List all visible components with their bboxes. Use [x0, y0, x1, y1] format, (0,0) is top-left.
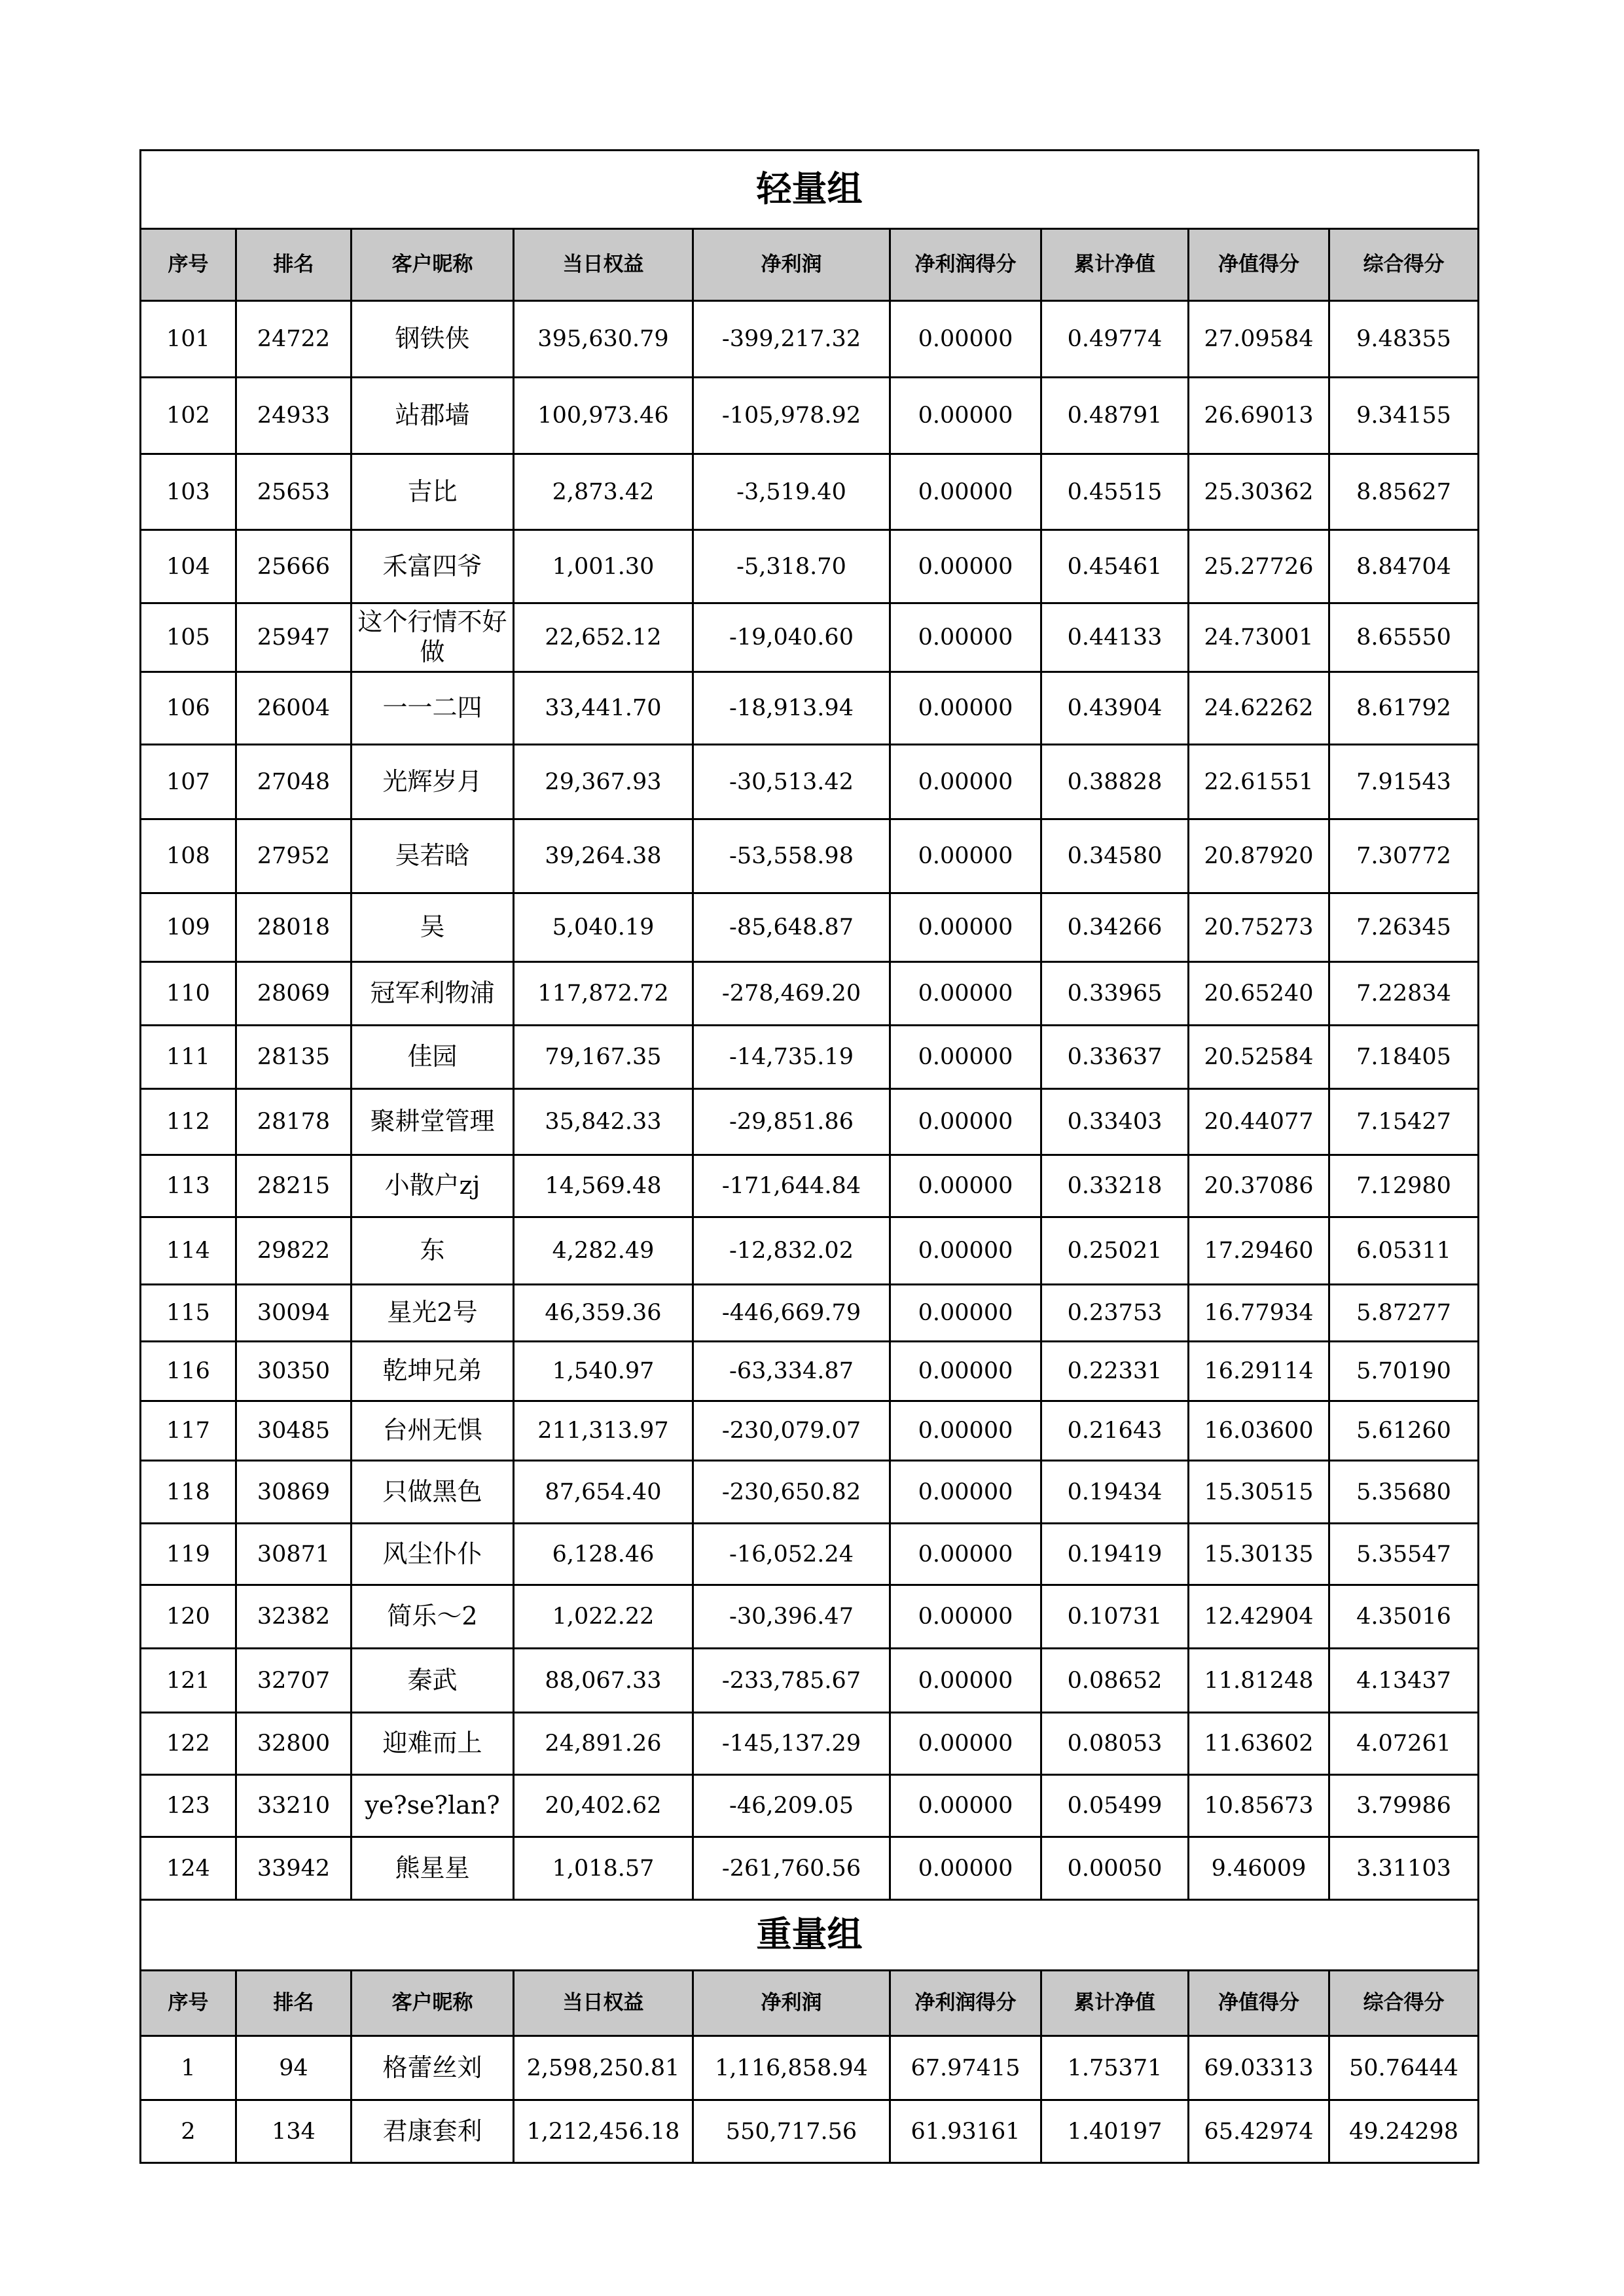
table-row — [141, 1026, 1479, 1089]
cell-name: 一一二四 — [352, 672, 514, 745]
cell-profit: -171,644.84 — [693, 1155, 890, 1217]
cell-seq: 121 — [141, 1649, 236, 1713]
cell-name: 吉比 — [352, 454, 514, 530]
cell-nav-score: 20.87920 — [1189, 819, 1329, 893]
cell-profit: -278,469.20 — [693, 962, 890, 1026]
cell-name: 小散户zj — [352, 1155, 514, 1217]
cell-equity: 22,652.12 — [514, 603, 693, 672]
header-equity: 当日权益 — [514, 229, 693, 301]
table-row — [141, 893, 1479, 962]
cell-profit: -399,217.32 — [693, 301, 890, 378]
cell-nav-score: 16.03600 — [1189, 1401, 1329, 1461]
cell-nav-score: 24.62262 — [1189, 672, 1329, 745]
cell-seq: 124 — [141, 1837, 236, 1900]
cell-nav-score: 16.77934 — [1189, 1285, 1329, 1342]
cell-nav: 0.33637 — [1041, 1026, 1189, 1089]
cell-total-score: 6.05311 — [1329, 1217, 1479, 1285]
cell-nav: 0.05499 — [1041, 1775, 1189, 1837]
cell-equity: 2,598,250.81 — [514, 2036, 693, 2100]
header-total-score: 综合得分 — [1329, 229, 1479, 301]
table-row — [141, 1461, 1479, 1524]
cell-profit: -233,785.67 — [693, 1649, 890, 1713]
cell-profit-score: 0.00000 — [890, 1401, 1041, 1461]
cell-equity: 100,973.46 — [514, 378, 693, 454]
cell-nav: 0.23753 — [1041, 1285, 1189, 1342]
table-row — [141, 1837, 1479, 1900]
header-name: 客户昵称 — [352, 1971, 514, 2036]
cell-profit-score: 0.00000 — [890, 1285, 1041, 1342]
cell-nav: 0.33218 — [1041, 1155, 1189, 1217]
table-row — [141, 819, 1479, 893]
cell-total-score: 7.30772 — [1329, 819, 1479, 893]
table-row — [141, 672, 1479, 745]
cell-equity: 4,282.49 — [514, 1217, 693, 1285]
cell-equity: 88,067.33 — [514, 1649, 693, 1713]
cell-rank: 25666 — [236, 530, 352, 603]
cell-total-score: 5.87277 — [1329, 1285, 1479, 1342]
cell-nav-score: 20.52584 — [1189, 1026, 1329, 1089]
header-name: 客户昵称 — [352, 229, 514, 301]
cell-equity: 79,167.35 — [514, 1026, 693, 1089]
cell-profit: -12,832.02 — [693, 1217, 890, 1285]
cell-nav: 0.34266 — [1041, 893, 1189, 962]
table-row — [141, 1342, 1479, 1401]
cell-nav-score: 20.75273 — [1189, 893, 1329, 962]
cell-profit: -29,851.86 — [693, 1089, 890, 1155]
header-rank: 排名 — [236, 1971, 352, 2036]
cell-profit-score: 0.00000 — [890, 962, 1041, 1026]
ranking-table — [139, 149, 1479, 2164]
table-row — [141, 1217, 1479, 1285]
cell-nav: 0.45515 — [1041, 454, 1189, 530]
cell-profit: -14,735.19 — [693, 1026, 890, 1089]
cell-seq: 106 — [141, 672, 236, 745]
cell-total-score: 4.35016 — [1329, 1585, 1479, 1649]
cell-seq: 102 — [141, 378, 236, 454]
cell-nav-score: 11.81248 — [1189, 1649, 1329, 1713]
cell-profit: -30,513.42 — [693, 745, 890, 819]
header-equity: 当日权益 — [514, 1971, 693, 2036]
cell-equity: 1,018.57 — [514, 1837, 693, 1900]
cell-name: 格蕾丝刘 — [352, 2036, 514, 2100]
cell-profit: -3,519.40 — [693, 454, 890, 530]
cell-total-score: 5.70190 — [1329, 1342, 1479, 1401]
cell-nav-score: 20.37086 — [1189, 1155, 1329, 1217]
cell-rank: 24722 — [236, 301, 352, 378]
cell-profit: -30,396.47 — [693, 1585, 890, 1649]
cell-rank: 27048 — [236, 745, 352, 819]
cell-profit: -53,558.98 — [693, 819, 890, 893]
cell-nav-score: 15.30135 — [1189, 1524, 1329, 1585]
table-row — [141, 1775, 1479, 1837]
cell-name: 光辉岁月 — [352, 745, 514, 819]
cell-rank: 30094 — [236, 1285, 352, 1342]
cell-profit-score: 0.00000 — [890, 1775, 1041, 1837]
table-row — [141, 1649, 1479, 1713]
cell-rank: 25947 — [236, 603, 352, 672]
cell-rank: 32707 — [236, 1649, 352, 1713]
cell-seq: 112 — [141, 1089, 236, 1155]
table-row — [141, 378, 1479, 454]
cell-rank: 30871 — [236, 1524, 352, 1585]
header-row — [141, 229, 1479, 301]
cell-rank: 28135 — [236, 1026, 352, 1089]
header-profit-score: 净利润得分 — [890, 229, 1041, 301]
cell-seq: 104 — [141, 530, 236, 603]
table-row — [141, 1524, 1479, 1585]
cell-rank: 30869 — [236, 1461, 352, 1524]
cell-profit-score: 0.00000 — [890, 530, 1041, 603]
cell-profit-score: 0.00000 — [890, 819, 1041, 893]
cell-nav-score: 12.42904 — [1189, 1585, 1329, 1649]
cell-equity: 35,842.33 — [514, 1089, 693, 1155]
table-row — [141, 1089, 1479, 1155]
cell-rank: 134 — [236, 2100, 352, 2163]
header-seq: 序号 — [141, 1971, 236, 2036]
cell-seq: 2 — [141, 2100, 236, 2163]
cell-profit: -446,669.79 — [693, 1285, 890, 1342]
cell-profit-score: 0.00000 — [890, 378, 1041, 454]
cell-total-score: 8.65550 — [1329, 603, 1479, 672]
cell-profit: -145,137.29 — [693, 1713, 890, 1775]
cell-name: 佳园 — [352, 1026, 514, 1089]
cell-total-score: 7.15427 — [1329, 1089, 1479, 1155]
cell-total-score: 49.24298 — [1329, 2100, 1479, 2163]
cell-seq: 103 — [141, 454, 236, 530]
cell-seq: 120 — [141, 1585, 236, 1649]
cell-name: 吴若晗 — [352, 819, 514, 893]
cell-rank: 25653 — [236, 454, 352, 530]
header-seq: 序号 — [141, 229, 236, 301]
cell-seq: 110 — [141, 962, 236, 1026]
cell-seq: 114 — [141, 1217, 236, 1285]
table-row — [141, 1401, 1479, 1461]
cell-seq: 108 — [141, 819, 236, 893]
cell-equity: 14,569.48 — [514, 1155, 693, 1217]
cell-equity: 87,654.40 — [514, 1461, 693, 1524]
cell-seq: 119 — [141, 1524, 236, 1585]
cell-name: 只做黑色 — [352, 1461, 514, 1524]
cell-profit-score: 0.00000 — [890, 301, 1041, 378]
cell-name: 迎难而上 — [352, 1713, 514, 1775]
cell-total-score: 5.35547 — [1329, 1524, 1479, 1585]
cell-profit-score: 0.00000 — [890, 1217, 1041, 1285]
cell-total-score: 3.31103 — [1329, 1837, 1479, 1900]
cell-rank: 33942 — [236, 1837, 352, 1900]
cell-equity: 20,402.62 — [514, 1775, 693, 1837]
cell-nav: 0.10731 — [1041, 1585, 1189, 1649]
cell-rank: 32800 — [236, 1713, 352, 1775]
cell-nav-score: 20.65240 — [1189, 962, 1329, 1026]
cell-nav: 1.40197 — [1041, 2100, 1189, 2163]
table-row — [141, 962, 1479, 1026]
cell-seq: 118 — [141, 1461, 236, 1524]
cell-nav: 0.08053 — [1041, 1713, 1189, 1775]
cell-nav: 0.08652 — [1041, 1649, 1189, 1713]
cell-nav-score: 22.61551 — [1189, 745, 1329, 819]
cell-nav-score: 9.46009 — [1189, 1837, 1329, 1900]
cell-profit: -16,052.24 — [693, 1524, 890, 1585]
cell-total-score: 7.12980 — [1329, 1155, 1479, 1217]
cell-profit: 1,116,858.94 — [693, 2036, 890, 2100]
cell-seq: 111 — [141, 1026, 236, 1089]
cell-nav-score: 24.73001 — [1189, 603, 1329, 672]
cell-name: 聚耕堂管理 — [352, 1089, 514, 1155]
table-row — [141, 301, 1479, 378]
cell-seq: 1 — [141, 2036, 236, 2100]
header-profit-score: 净利润得分 — [890, 1971, 1041, 2036]
cell-equity: 1,001.30 — [514, 530, 693, 603]
cell-nav: 0.48791 — [1041, 378, 1189, 454]
cell-total-score: 50.76444 — [1329, 2036, 1479, 2100]
cell-profit-score: 67.97415 — [890, 2036, 1041, 2100]
cell-profit: -261,760.56 — [693, 1837, 890, 1900]
cell-total-score: 7.26345 — [1329, 893, 1479, 962]
cell-seq: 117 — [141, 1401, 236, 1461]
header-nav: 累计净值 — [1041, 1971, 1189, 2036]
cell-rank: 30350 — [236, 1342, 352, 1401]
cell-profit-score: 0.00000 — [890, 1089, 1041, 1155]
cell-equity: 395,630.79 — [514, 301, 693, 378]
cell-nav: 1.75371 — [1041, 2036, 1189, 2100]
cell-nav-score: 69.03313 — [1189, 2036, 1329, 2100]
cell-seq: 109 — [141, 893, 236, 962]
cell-name: ye?se?lan? — [352, 1775, 514, 1837]
cell-name: 钢铁侠 — [352, 301, 514, 378]
cell-name: 站郡墙 — [352, 378, 514, 454]
group-title: 重量组 — [141, 1900, 1479, 1971]
cell-nav-score: 15.30515 — [1189, 1461, 1329, 1524]
header-total-score: 综合得分 — [1329, 1971, 1479, 2036]
cell-rank: 94 — [236, 2036, 352, 2100]
cell-seq: 123 — [141, 1775, 236, 1837]
cell-nav-score: 10.85673 — [1189, 1775, 1329, 1837]
table-row — [141, 454, 1479, 530]
header-row — [141, 1971, 1479, 2036]
cell-profit: -5,318.70 — [693, 530, 890, 603]
cell-nav-score: 65.42974 — [1189, 2100, 1329, 2163]
cell-total-score: 4.07261 — [1329, 1713, 1479, 1775]
cell-name: 星光2号 — [352, 1285, 514, 1342]
cell-total-score: 9.34155 — [1329, 378, 1479, 454]
cell-rank: 33210 — [236, 1775, 352, 1837]
cell-rank: 27952 — [236, 819, 352, 893]
cell-name: 冠军利物浦 — [352, 962, 514, 1026]
cell-name: 吴 — [352, 893, 514, 962]
cell-name: 风尘仆仆 — [352, 1524, 514, 1585]
cell-seq: 122 — [141, 1713, 236, 1775]
cell-profit-score: 0.00000 — [890, 745, 1041, 819]
cell-nav-score: 25.27726 — [1189, 530, 1329, 603]
cell-nav: 0.44133 — [1041, 603, 1189, 672]
cell-rank: 28018 — [236, 893, 352, 962]
cell-total-score: 5.35680 — [1329, 1461, 1479, 1524]
cell-seq: 116 — [141, 1342, 236, 1401]
cell-profit: -230,650.82 — [693, 1461, 890, 1524]
table-row — [141, 1155, 1479, 1217]
cell-equity: 211,313.97 — [514, 1401, 693, 1461]
cell-total-score: 9.48355 — [1329, 301, 1479, 378]
cell-nav-score: 17.29460 — [1189, 1217, 1329, 1285]
cell-nav: 0.00050 — [1041, 1837, 1189, 1900]
cell-profit: -19,040.60 — [693, 603, 890, 672]
group-title-row — [141, 1900, 1479, 1971]
cell-nav: 0.25021 — [1041, 1217, 1189, 1285]
cell-nav: 0.33965 — [1041, 962, 1189, 1026]
cell-total-score: 7.18405 — [1329, 1026, 1479, 1089]
cell-nav: 0.21643 — [1041, 1401, 1189, 1461]
cell-total-score: 3.79986 — [1329, 1775, 1479, 1837]
cell-nav: 0.19434 — [1041, 1461, 1189, 1524]
table-row — [141, 1285, 1479, 1342]
cell-name: 熊星星 — [352, 1837, 514, 1900]
table-row — [141, 530, 1479, 603]
cell-rank: 24933 — [236, 378, 352, 454]
cell-profit-score: 0.00000 — [890, 1713, 1041, 1775]
cell-equity: 1,540.97 — [514, 1342, 693, 1401]
cell-profit-score: 61.93161 — [890, 2100, 1041, 2163]
cell-seq: 107 — [141, 745, 236, 819]
cell-profit-score: 0.00000 — [890, 454, 1041, 530]
cell-nav: 0.33403 — [1041, 1089, 1189, 1155]
cell-profit: -105,978.92 — [693, 378, 890, 454]
cell-profit-score: 0.00000 — [890, 1837, 1041, 1900]
cell-name: 秦武 — [352, 1649, 514, 1713]
cell-rank: 28178 — [236, 1089, 352, 1155]
table-row — [141, 603, 1479, 672]
cell-profit-score: 0.00000 — [890, 1026, 1041, 1089]
cell-rank: 29822 — [236, 1217, 352, 1285]
cell-rank: 28069 — [236, 962, 352, 1026]
cell-equity: 46,359.36 — [514, 1285, 693, 1342]
cell-name: 台州无惧 — [352, 1401, 514, 1461]
cell-name: 乾坤兄弟 — [352, 1342, 514, 1401]
cell-seq: 105 — [141, 603, 236, 672]
cell-profit-score: 0.00000 — [890, 1155, 1041, 1217]
cell-nav: 0.19419 — [1041, 1524, 1189, 1585]
cell-equity: 1,212,456.18 — [514, 2100, 693, 2163]
table-row — [141, 745, 1479, 819]
header-profit: 净利润 — [693, 229, 890, 301]
cell-profit: -230,079.07 — [693, 1401, 890, 1461]
cell-profit-score: 0.00000 — [890, 893, 1041, 962]
cell-nav-score: 16.29114 — [1189, 1342, 1329, 1401]
cell-total-score: 4.13437 — [1329, 1649, 1479, 1713]
cell-rank: 32382 — [236, 1585, 352, 1649]
cell-equity: 5,040.19 — [514, 893, 693, 962]
table-row — [141, 2100, 1479, 2163]
cell-profit: -46,209.05 — [693, 1775, 890, 1837]
cell-profit-score: 0.00000 — [890, 1524, 1041, 1585]
cell-name: 禾富四爷 — [352, 530, 514, 603]
cell-total-score: 8.85627 — [1329, 454, 1479, 530]
header-nav-score: 净值得分 — [1189, 1971, 1329, 2036]
cell-profit-score: 0.00000 — [890, 1342, 1041, 1401]
cell-profit-score: 0.00000 — [890, 603, 1041, 672]
cell-equity: 24,891.26 — [514, 1713, 693, 1775]
cell-total-score: 8.61792 — [1329, 672, 1479, 745]
cell-name: 君康套利 — [352, 2100, 514, 2163]
cell-nav-score: 20.44077 — [1189, 1089, 1329, 1155]
cell-seq: 113 — [141, 1155, 236, 1217]
cell-rank: 30485 — [236, 1401, 352, 1461]
cell-equity: 1,022.22 — [514, 1585, 693, 1649]
cell-nav: 0.34580 — [1041, 819, 1189, 893]
cell-equity: 39,264.38 — [514, 819, 693, 893]
cell-equity: 6,128.46 — [514, 1524, 693, 1585]
cell-nav-score: 25.30362 — [1189, 454, 1329, 530]
cell-nav: 0.38828 — [1041, 745, 1189, 819]
cell-name: 简乐～2 — [352, 1585, 514, 1649]
cell-profit-score: 0.00000 — [890, 1649, 1041, 1713]
cell-nav-score: 26.69013 — [1189, 378, 1329, 454]
header-profit: 净利润 — [693, 1971, 890, 2036]
header-rank: 排名 — [236, 229, 352, 301]
cell-total-score: 5.61260 — [1329, 1401, 1479, 1461]
cell-equity: 117,872.72 — [514, 962, 693, 1026]
cell-profit-score: 0.00000 — [890, 1585, 1041, 1649]
header-nav-score: 净值得分 — [1189, 229, 1329, 301]
cell-nav-score: 11.63602 — [1189, 1713, 1329, 1775]
table-row — [141, 1585, 1479, 1649]
group-title-row — [141, 151, 1479, 229]
cell-nav: 0.22331 — [1041, 1342, 1189, 1401]
cell-total-score: 7.22834 — [1329, 962, 1479, 1026]
cell-profit: -85,648.87 — [693, 893, 890, 962]
cell-name: 东 — [352, 1217, 514, 1285]
cell-equity: 2,873.42 — [514, 454, 693, 530]
cell-rank: 28215 — [236, 1155, 352, 1217]
table-row — [141, 2036, 1479, 2100]
cell-total-score: 7.91543 — [1329, 745, 1479, 819]
cell-seq: 101 — [141, 301, 236, 378]
cell-profit-score: 0.00000 — [890, 1461, 1041, 1524]
cell-nav: 0.45461 — [1041, 530, 1189, 603]
cell-profit: -63,334.87 — [693, 1342, 890, 1401]
group-title: 轻量组 — [141, 151, 1479, 229]
cell-profit: 550,717.56 — [693, 2100, 890, 2163]
cell-name: 这个行情不好做 — [352, 603, 514, 672]
cell-rank: 26004 — [236, 672, 352, 745]
cell-equity: 29,367.93 — [514, 745, 693, 819]
cell-profit-score: 0.00000 — [890, 672, 1041, 745]
cell-equity: 33,441.70 — [514, 672, 693, 745]
cell-profit: -18,913.94 — [693, 672, 890, 745]
cell-nav: 0.43904 — [1041, 672, 1189, 745]
cell-nav-score: 27.09584 — [1189, 301, 1329, 378]
table-row — [141, 1713, 1479, 1775]
header-nav: 累计净值 — [1041, 229, 1189, 301]
cell-total-score: 8.84704 — [1329, 530, 1479, 603]
cell-nav: 0.49774 — [1041, 301, 1189, 378]
cell-seq: 115 — [141, 1285, 236, 1342]
